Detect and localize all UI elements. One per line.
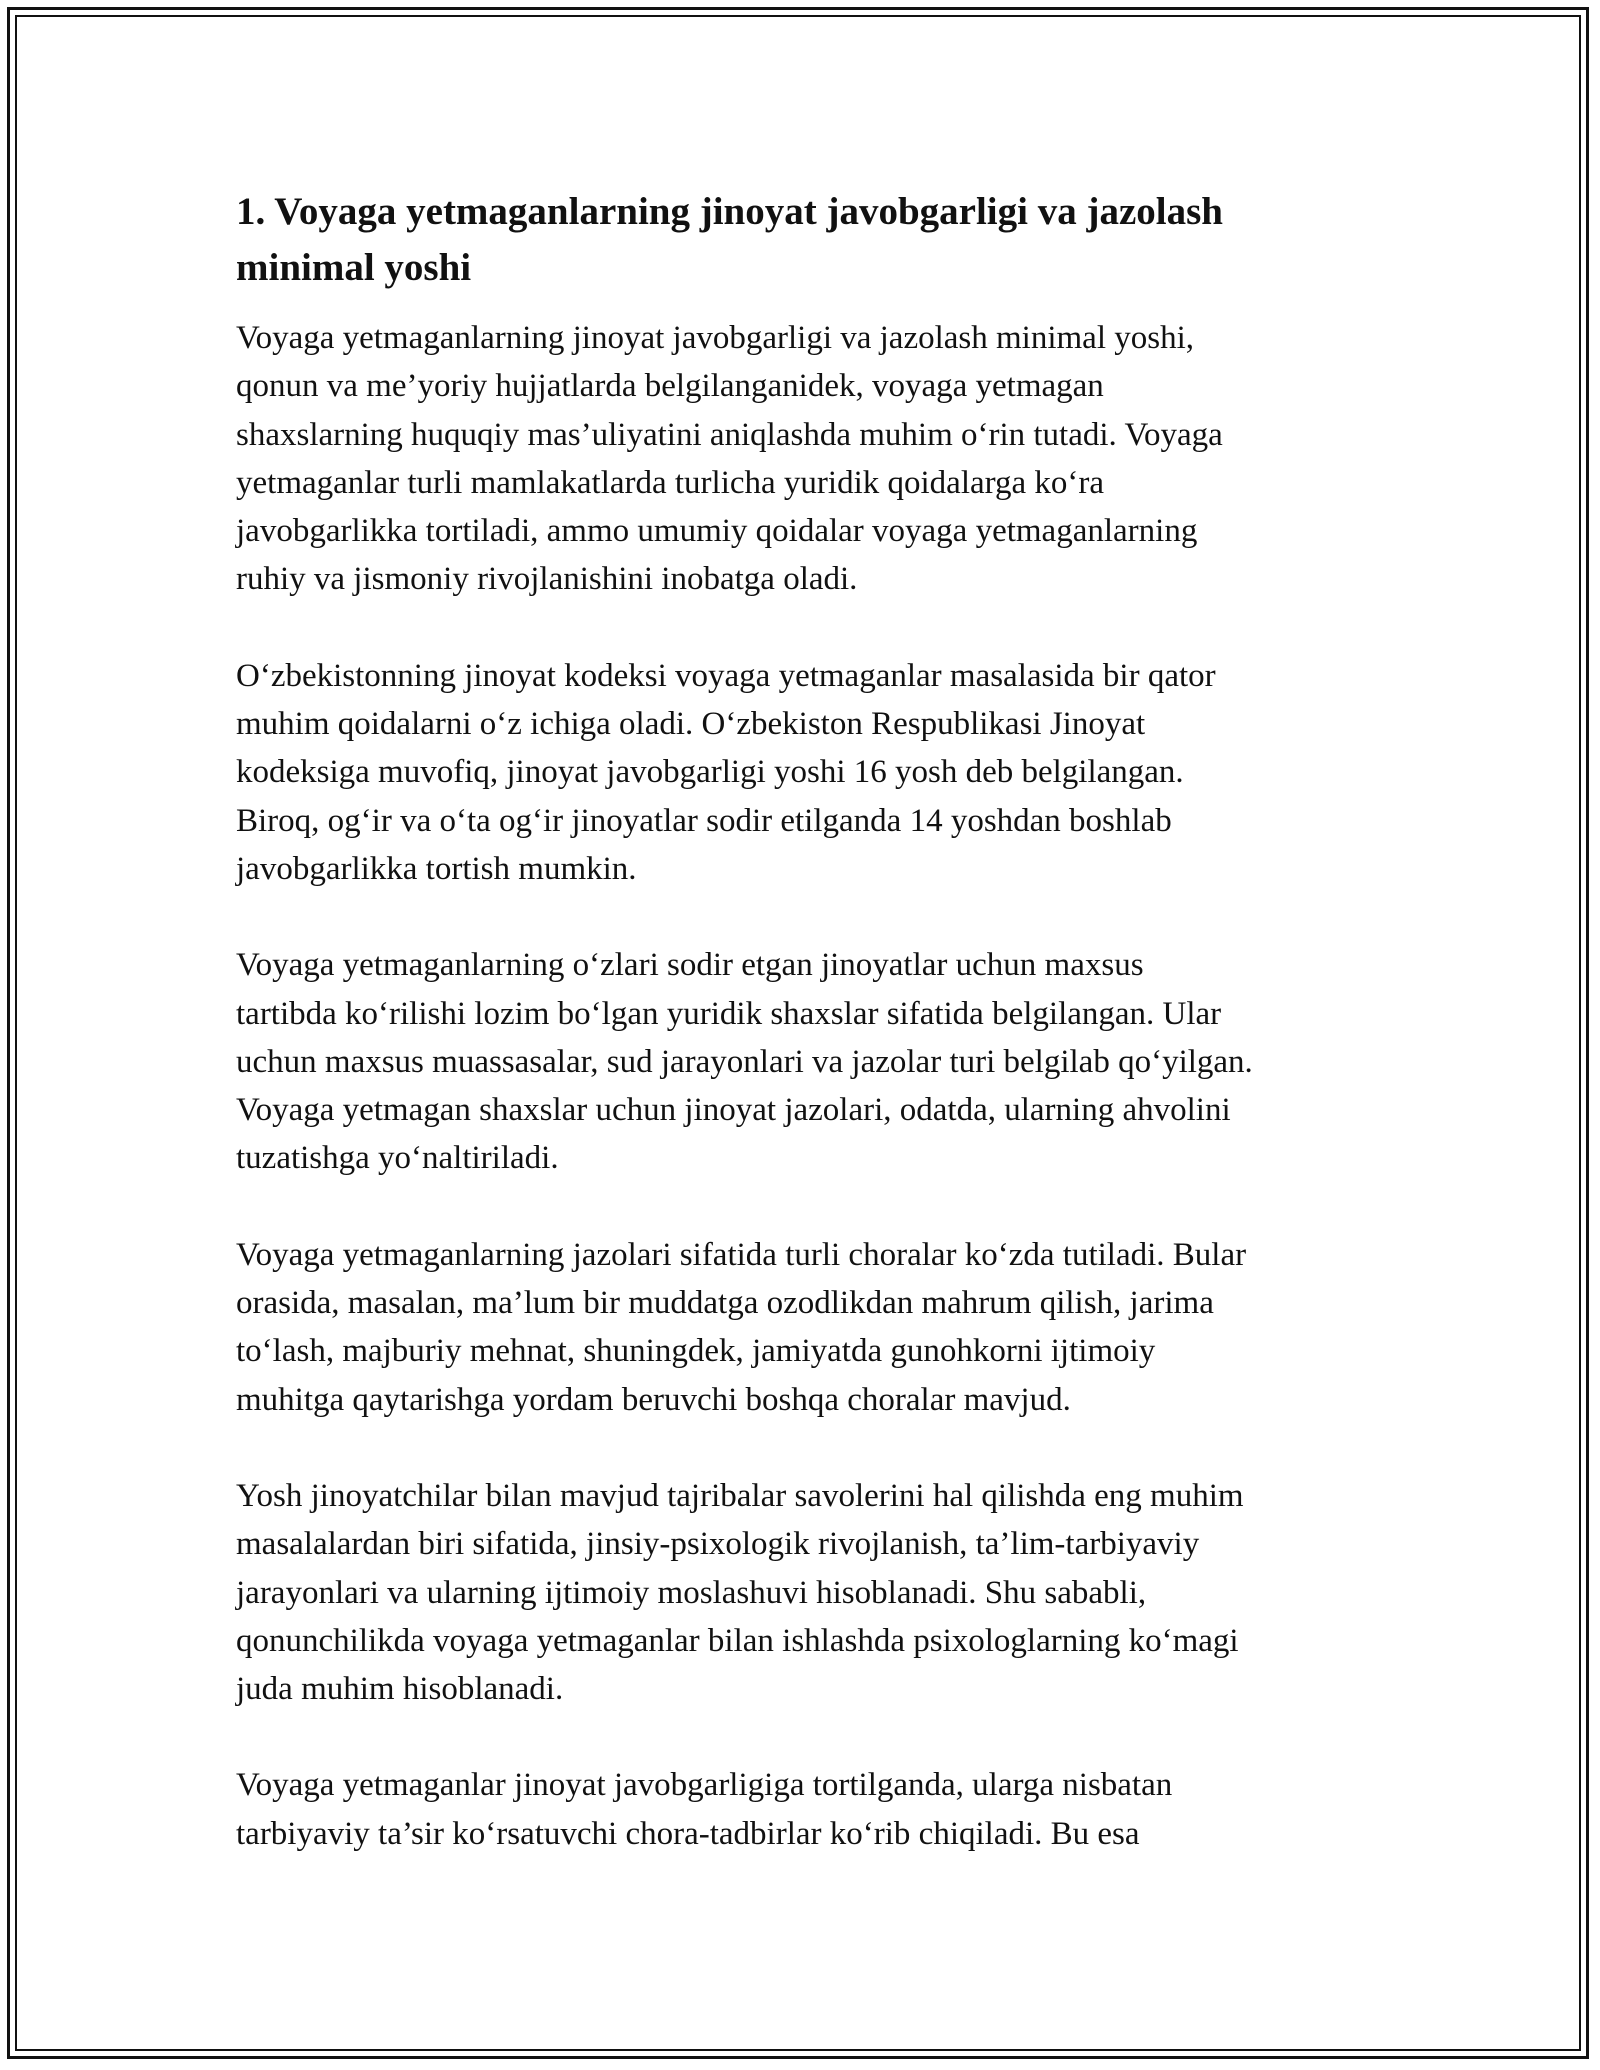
text-line: muhim qoidalarni o‘z ichiga oladi. O‘zbekiston Respublikasi Jinoyat <box>236 706 1146 743</box>
text-line: orasida, masalan, ma’lum bir muddatga ozodlikdan mahrum qilish, jarima <box>236 1285 1214 1322</box>
paragraph <box>236 314 1376 604</box>
paragraph <box>236 1761 1376 1858</box>
text-line: Voyaga yetmaganlarning jinoyat javobgarligi va jazolash minimal yoshi, <box>236 320 1194 356</box>
paragraph <box>236 652 1376 893</box>
text-line: Voyaga yetmaganlarning o‘zlari sodir etgan jinoyatlar uchun maxsus <box>236 947 1144 984</box>
heading-line: 1. Voyaga yetmaganlarning jinoyat javobgarligi va jazolash <box>236 190 1223 233</box>
text-line: Yosh jinoyatchilar bilan mavjud tajribalar savolerini hal qilishda eng muhim <box>236 1477 1244 1514</box>
text-line: muhitga qaytarishga yordam beruvchi boshqa choralar mavjud. <box>236 1381 1071 1418</box>
text-line: javobgarlikka tortish mumkin. <box>236 850 637 887</box>
text-line: tarbiyaviy ta’sir ko‘rsatuvchi chora-tadbirlar ko‘rib chiqiladi. Bu esa <box>236 1815 1140 1852</box>
text-line: O‘zbekistonning jinoyat kodeksi voyaga yetmaganlar masalasida bir qator <box>236 657 1216 694</box>
text-line: qonun va me’yoriy hujjatlarda belgilanganidek, voyaga yetmagan <box>236 368 1104 405</box>
document-body <box>236 184 1376 1906</box>
text-line: javobgarlikka tortiladi, ammo umumiy qoidalar voyaga yetmaganlarning <box>236 513 1198 550</box>
text-line: shaxslarning huquqiy mas’uliyatini aniqlashda muhim o‘rin tutadi. Voyaga <box>236 416 1223 453</box>
text-line: jarayonlari va ularning ijtimoiy moslashuvi hisoblanadi. Shu sababli, <box>236 1574 1147 1611</box>
paragraph <box>236 1231 1376 1424</box>
text-line: masalalardan biri sifatida, jinsiy-psixologik rivojlanish, ta’lim-tarbiyaviy <box>236 1526 1200 1563</box>
text-line: tartibda ko‘rilishi lozim bo‘lgan yuridik shaxslar sifatida belgilangan. Ular <box>236 995 1222 1032</box>
text-line: qonunchilikda voyaga yetmaganlar bilan ishlashda psixologlarning ko‘magi <box>236 1622 1239 1659</box>
heading-line: minimal yoshi <box>236 246 472 289</box>
section-heading <box>236 184 1376 296</box>
paragraph <box>236 941 1376 1182</box>
text-line: Voyaga yetmagan shaxslar uchun jinoyat jazolari, odatda, ularning ahvolini <box>236 1092 1231 1129</box>
text-line: juda muhim hisoblanadi. <box>236 1671 564 1708</box>
text-line: tuzatishga yo‘naltiriladi. <box>236 1140 559 1177</box>
text-line: kodeksiga muvofiq, jinoyat javobgarligi yoshi 16 yosh deb belgilangan. <box>236 754 1184 791</box>
text-line: Voyaga yetmaganlar jinoyat javobgarligiga tortilganda, ularga nisbatan <box>236 1767 1173 1804</box>
text-line: ruhiy va jismoniy rivojlanishini inobatga oladi. <box>236 561 858 598</box>
text-line: yetmaganlar turli mamlakatlarda turlicha yuridik qoidalarga ko‘ra <box>236 464 1105 501</box>
text-line: Biroq, og‘ir va o‘ta og‘ir jinoyatlar sodir etilganda 14 yoshdan boshlab <box>236 802 1172 839</box>
text-line: Voyaga yetmaganlarning jazolari sifatida turli choralar ko‘zda tutiladi. Bular <box>236 1236 1247 1273</box>
text-line: uchun maxsus muassasalar, sud jarayonlari va jazolar turi belgilab qo‘yilgan. <box>236 1043 1253 1080</box>
text-line: to‘lash, majburiy mehnat, shuningdek, jamiyatda gunohkorni ijtimoiy <box>236 1333 1156 1370</box>
paragraph <box>236 1472 1376 1713</box>
